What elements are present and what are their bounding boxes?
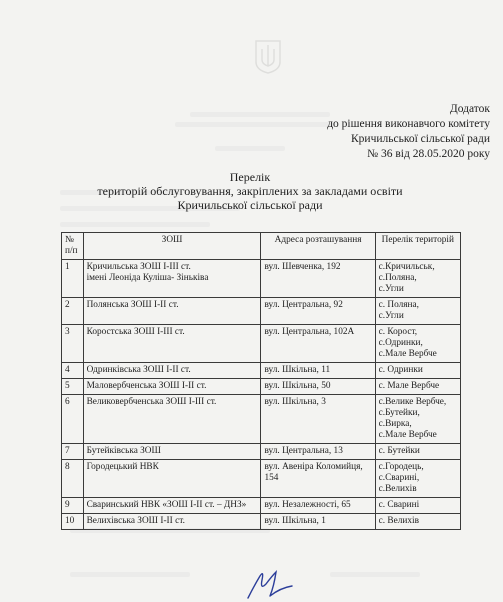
table-row [62, 395, 461, 444]
row-school: Великовербченська ЗОШ І-ІІІ ст. [83, 395, 261, 444]
settlement-item: с. Поляна, [378, 300, 419, 310]
addendum-block [270, 102, 490, 162]
addendum-line: Додаток [449, 103, 490, 115]
handwritten-signature [240, 566, 300, 602]
table-row [62, 444, 461, 460]
row-address: вул. Центральна, 13 [261, 444, 375, 460]
row-school: Кричильська ЗОШ І-ІІІ ст. імені Леоніда Куліша- Зіньківа [83, 260, 261, 298]
row-number: 10 [62, 514, 84, 530]
row-number: 8 [62, 460, 84, 498]
table-row [62, 325, 461, 363]
settlement-item: с. Бутейки [378, 446, 420, 456]
heading-line: Перелік [229, 170, 271, 184]
row-address: вул. Центральна, 92 [261, 298, 375, 325]
header-territories: Перелік територій [375, 233, 460, 260]
settlement-item: с.Угли [378, 311, 404, 321]
row-number: 7 [62, 444, 84, 460]
row-school: Полянська ЗОШ І-ІІ ст. [83, 298, 261, 325]
settlement-item: с.Сварині, [378, 473, 420, 483]
row-address: вул. Шкільна, 11 [261, 363, 375, 379]
settlement-item: с.Мале Вербче [378, 349, 437, 359]
coat-of-arms-watermark-icon [255, 40, 281, 74]
table-row [62, 514, 461, 530]
settlement-item: с.Городець, [378, 462, 424, 472]
addendum-line: № 36 від 28.05.2020 року [367, 148, 490, 160]
addendum-line: Кричильської сільської ради [351, 133, 490, 145]
settlement-item: с. Одринки [378, 365, 423, 375]
row-settlements [375, 325, 460, 363]
row-address: вул. Шкільна, 50 [261, 379, 375, 395]
row-school: Велихівська ЗОШ І-ІІ ст. [83, 514, 261, 530]
row-settlements [375, 363, 460, 379]
header-school: ЗОШ [83, 233, 261, 260]
settlement-item: с.Бутейки, [378, 408, 420, 418]
row-address: вул. Шкільна, 3 [261, 395, 375, 444]
row-settlements [375, 395, 460, 444]
row-number: 5 [62, 379, 84, 395]
row-number: 1 [62, 260, 84, 298]
table-row [62, 460, 461, 498]
row-number: 6 [62, 395, 84, 444]
schools-table [61, 232, 461, 530]
table-row [62, 363, 461, 379]
row-address: вул. Авеніра Коломийця, 154 [261, 460, 375, 498]
settlement-item: с. Мале Вербче [378, 381, 440, 391]
table-header-row [62, 233, 461, 260]
row-address: вул. Незалежності, 65 [261, 498, 375, 514]
row-school: Коростська ЗОШ І-ІІІ ст. [83, 325, 261, 363]
row-school: Городецький НВК [83, 460, 261, 498]
row-number: 9 [62, 498, 84, 514]
row-number: 3 [62, 325, 84, 363]
settlement-item: с.Угли [378, 284, 404, 294]
row-settlements [375, 498, 460, 514]
settlement-item: с.Одринки, [378, 338, 423, 348]
row-number: 4 [62, 363, 84, 379]
addendum-line: до рішення виконавчого комітету [327, 118, 490, 130]
row-settlements [375, 444, 460, 460]
row-settlements [375, 514, 460, 530]
document-heading [60, 170, 440, 212]
heading-line: Кричильської сільської ради [177, 198, 323, 212]
row-settlements [375, 460, 460, 498]
table-row [62, 379, 461, 395]
bleed-through-line [60, 222, 210, 227]
header-number: № п/п [62, 233, 84, 260]
settlement-item: с.Поляна, [378, 273, 417, 283]
row-address: вул. Центральна, 102А [261, 325, 375, 363]
settlement-item: с.Мале Вербче [378, 430, 437, 440]
settlement-item: с.Вирка, [378, 419, 412, 429]
settlement-item: с.Велихів [378, 484, 417, 494]
table-row [62, 498, 461, 514]
heading-line: територій обслуговування, закріплених за закладами освіти [97, 184, 403, 198]
settlement-item: с.Кричильськ, [378, 262, 435, 272]
header-address: Адреса розташування [261, 233, 375, 260]
row-settlements [375, 379, 460, 395]
row-school: Бутейківська ЗОШ [83, 444, 261, 460]
row-school: Маловербченська ЗОШ І-ІІ ст. [83, 379, 261, 395]
row-address: вул. Шевченка, 192 [261, 260, 375, 298]
row-number: 2 [62, 298, 84, 325]
settlement-item: с. Велихів [378, 516, 419, 526]
table-row [62, 260, 461, 298]
settlement-item: с. Сварині [378, 500, 420, 510]
table-body [62, 260, 461, 530]
bleed-through-line [330, 572, 420, 577]
settlement-item: с.Велике Вербче, [378, 397, 447, 407]
settlement-item: с. Корост, [378, 327, 418, 337]
row-school: Одринківська ЗОШ І-ІІ ст. [83, 363, 261, 379]
row-address: вул. Шкільна, 1 [261, 514, 375, 530]
row-settlements [375, 260, 460, 298]
bleed-through-line [70, 572, 190, 577]
row-school: Сваринський НВК «ЗОШ І-ІІ ст. – ДНЗ» [83, 498, 261, 514]
table-row [62, 298, 461, 325]
row-settlements [375, 298, 460, 325]
